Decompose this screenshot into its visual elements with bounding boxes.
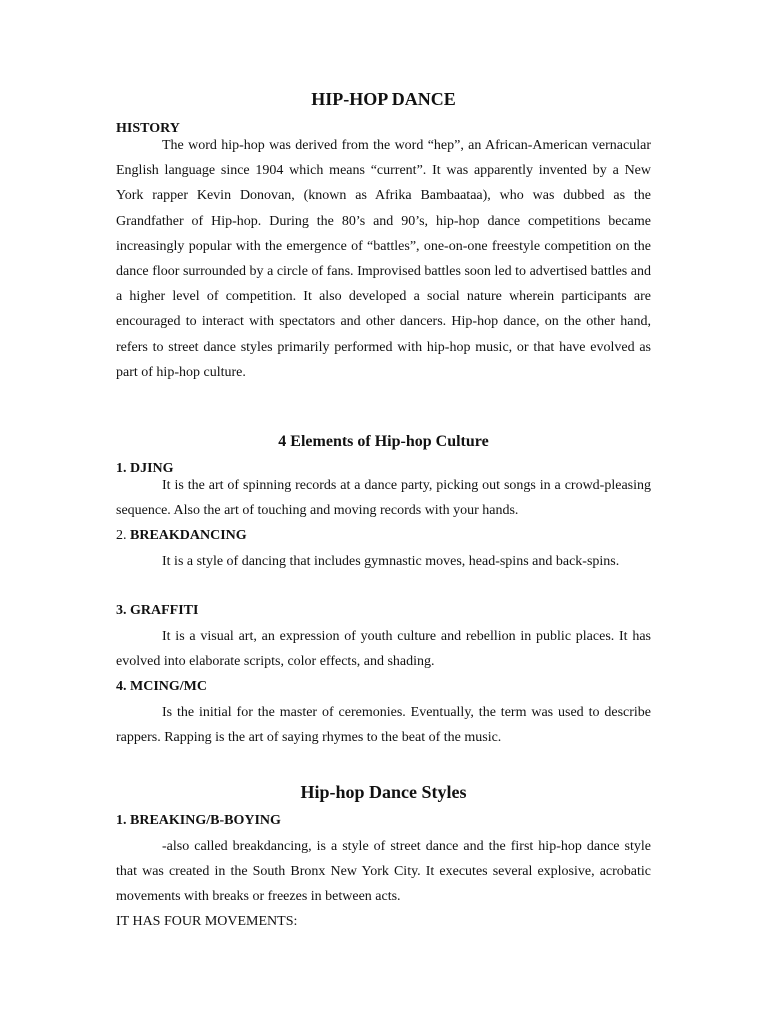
- elements-section-title: 4 Elements of Hip-hop Culture: [278, 433, 489, 450]
- element-3-heading: 3. GRAFFITI: [116, 603, 199, 618]
- element-1-text: It is the art of spinning records at a dance party, picking out songs in a crowd-pleasing sequence. Also the art of touching and moving records with your hands.: [116, 478, 651, 519]
- element-1-heading: 1. DJING: [116, 461, 174, 476]
- style-1-text: -also called breakdancing, is a style of street dance and the first hip-hop dance style that was created in the South Bronx New York City. It executes several explosive, acrobatic movements with breaks or freezes in between acts.: [116, 839, 651, 905]
- history-heading: HISTORY: [116, 121, 180, 136]
- history-paragraph: The word hip-hop was derived from the word “hep”, an African-American vernacular English language since 1904 which means “current”. It was apparently invented by a New York rapper Kevin Donovan, (known as Afrika Bambaataa), who was dubbed as the Grandfather of Hip-hop. During the 80’s and 90’s, hip-hop dance competitions became increasingly popular with the emergence of “battles”, one-on-one freestyle competition on the dance floor surrounded by a circle of fans. Improvised battles soon led to advertised battles and a higher level of competition. It also developed a social nature wherein participants are encouraged to interact with spectators and other dancers. Hip-hop dance, on the other hand, refers to street dance styles primarily performed with hip-hop music, or that have evolved as part of hip-hop culture.: [116, 138, 651, 380]
- styles-section-title: Hip-hop Dance Styles: [300, 782, 467, 802]
- four-movements-note: IT HAS FOUR MOVEMENTS:: [116, 914, 298, 929]
- element-4-heading: 4. MCING/MC: [116, 679, 207, 694]
- element-3-text: It is a visual art, an expression of youth culture and rebellion in public places. It has evolved into elaborate scripts, color effects, and shading.: [116, 629, 651, 670]
- style-1-heading: 1. BREAKING/B-BOYING: [116, 813, 281, 828]
- element-4-text: Is the initial for the master of ceremonies. Eventually, the term was used to describe rappers. Rapping is the art of saying rhymes to the beat of the music.: [116, 705, 651, 746]
- element-2-heading: 2. BREAKDANCING: [116, 528, 247, 543]
- element-2-text: It is a style of dancing that includes gymnastic moves, head-spins and back-spins.: [162, 554, 620, 569]
- document-title: HIP-HOP DANCE: [311, 89, 456, 109]
